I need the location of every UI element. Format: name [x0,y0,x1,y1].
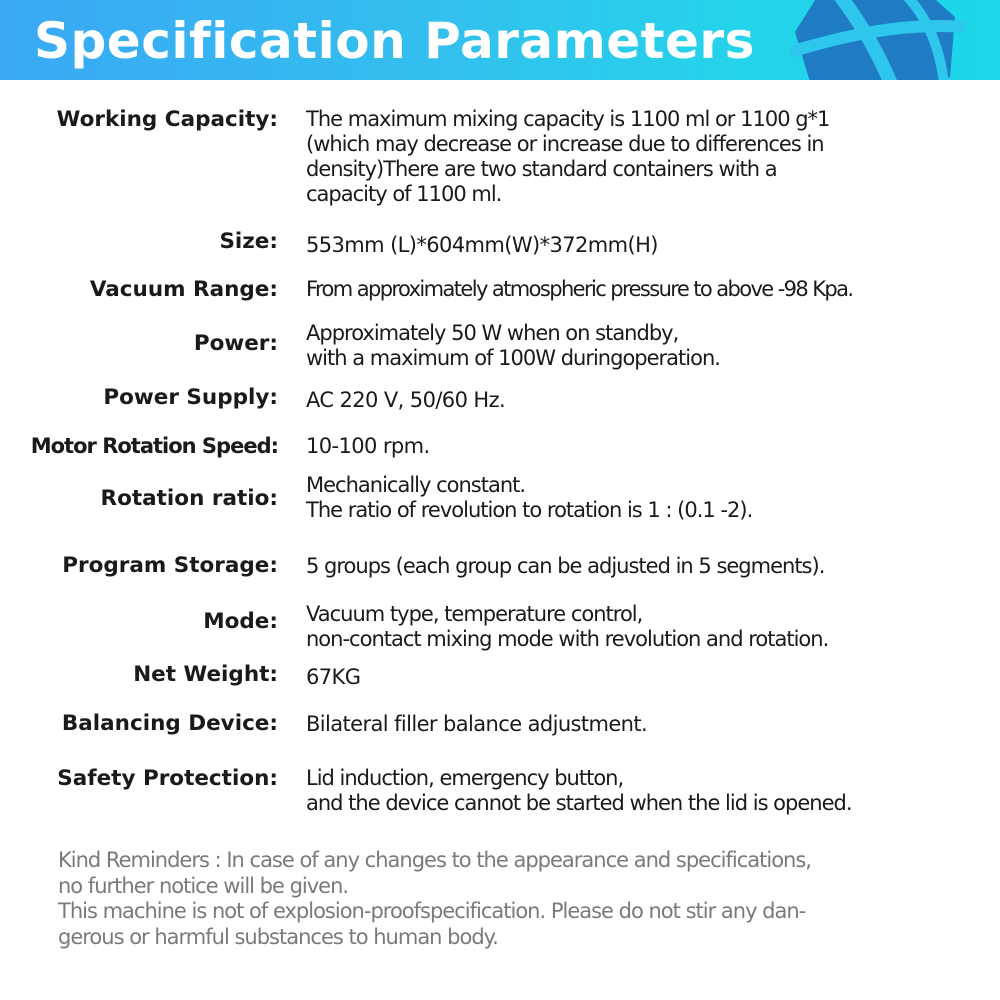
spec-value-line: AC 220 V, 50/60 Hz. [306,388,506,412]
spec-label: Power Supply: [103,385,278,410]
spec-value-line: Bilateral filler balance adjustment. [306,712,648,736]
spec-label: Power: [193,331,278,356]
spec-label: Net Weight: [133,662,278,687]
spec-label: Size: [219,229,278,254]
spec-value [306,602,986,652]
kind-reminders [58,848,978,950]
spec-value-line: 553mm (L)*604mm(W)*372mm(H) [306,233,658,257]
spec-value [306,665,986,690]
spec-value-line: From approximately atmospheric pressure to above -98 Kpa. [306,277,853,301]
spec-value-line: 5 groups (each group can be adjusted in 5 segments). [306,554,825,578]
spec-value [306,766,986,816]
spec-label: Vacuum Range: [89,277,278,302]
spec-value-line: non-contact mixing mode with revolution and rotation. [306,627,829,651]
spec-value [306,554,986,579]
spec-label: Rotation ratio: [100,486,278,511]
spec-label: Working Capacity: [56,107,278,132]
reminder-line: This machine is not of explosion-proofspecification. Please do not stir any dan- [58,899,806,923]
spec-value [306,277,986,302]
spec-label: Program Storage: [62,553,278,578]
spec-value-line: 10-100 rpm. [306,434,430,458]
spec-value [306,434,986,459]
spec-value-line: with a maximum of 100W duringoperation. [306,346,720,370]
spec-value-line: and the device cannot be started when the lid is opened. [306,791,852,815]
reminder-line: no further notice will be given. [58,873,349,898]
brand-logo-icon [790,0,965,80]
spec-value [306,107,986,207]
spec-label: Motor Rotation Speed: [30,434,278,458]
reminder-line: Kind Reminders : In case of any changes to the appearance and specifications, [58,848,811,872]
spec-value [306,233,986,258]
spec-label: Balancing Device: [61,711,278,736]
spec-value-line: Mechanically constant. [306,473,526,497]
spec-label: Safety Protection: [57,766,278,791]
spec-value-line: capacity of 1100 ml. [306,182,502,206]
spec-value-line: The ratio of revolution to rotation is 1 : (0.1 -2). [306,498,753,522]
spec-value-line: (which may decrease or increase due to differences in [306,132,824,156]
spec-value [306,473,986,523]
spec-value-line: Vacuum type, temperature control, [306,602,643,626]
spec-value-line: Lid induction, emergency button, [306,766,624,790]
spec-value [306,712,986,737]
spec-value [306,321,986,371]
header-banner [0,0,1000,80]
spec-label: Mode: [203,609,278,634]
spec-value-line: Approximately 50 W when on standby, [306,321,679,345]
spec-value [306,388,986,413]
spec-value-line: The maximum mixing capacity is 1100 ml or 1100 g*1 [306,107,830,131]
page-title: Specification Parameters [34,12,755,70]
spec-value-line: density)There are two standard containers with a [306,157,777,181]
spec-value-line: 67KG [306,665,361,689]
reminder-line: gerous or harmful substances to human body. [58,924,498,949]
